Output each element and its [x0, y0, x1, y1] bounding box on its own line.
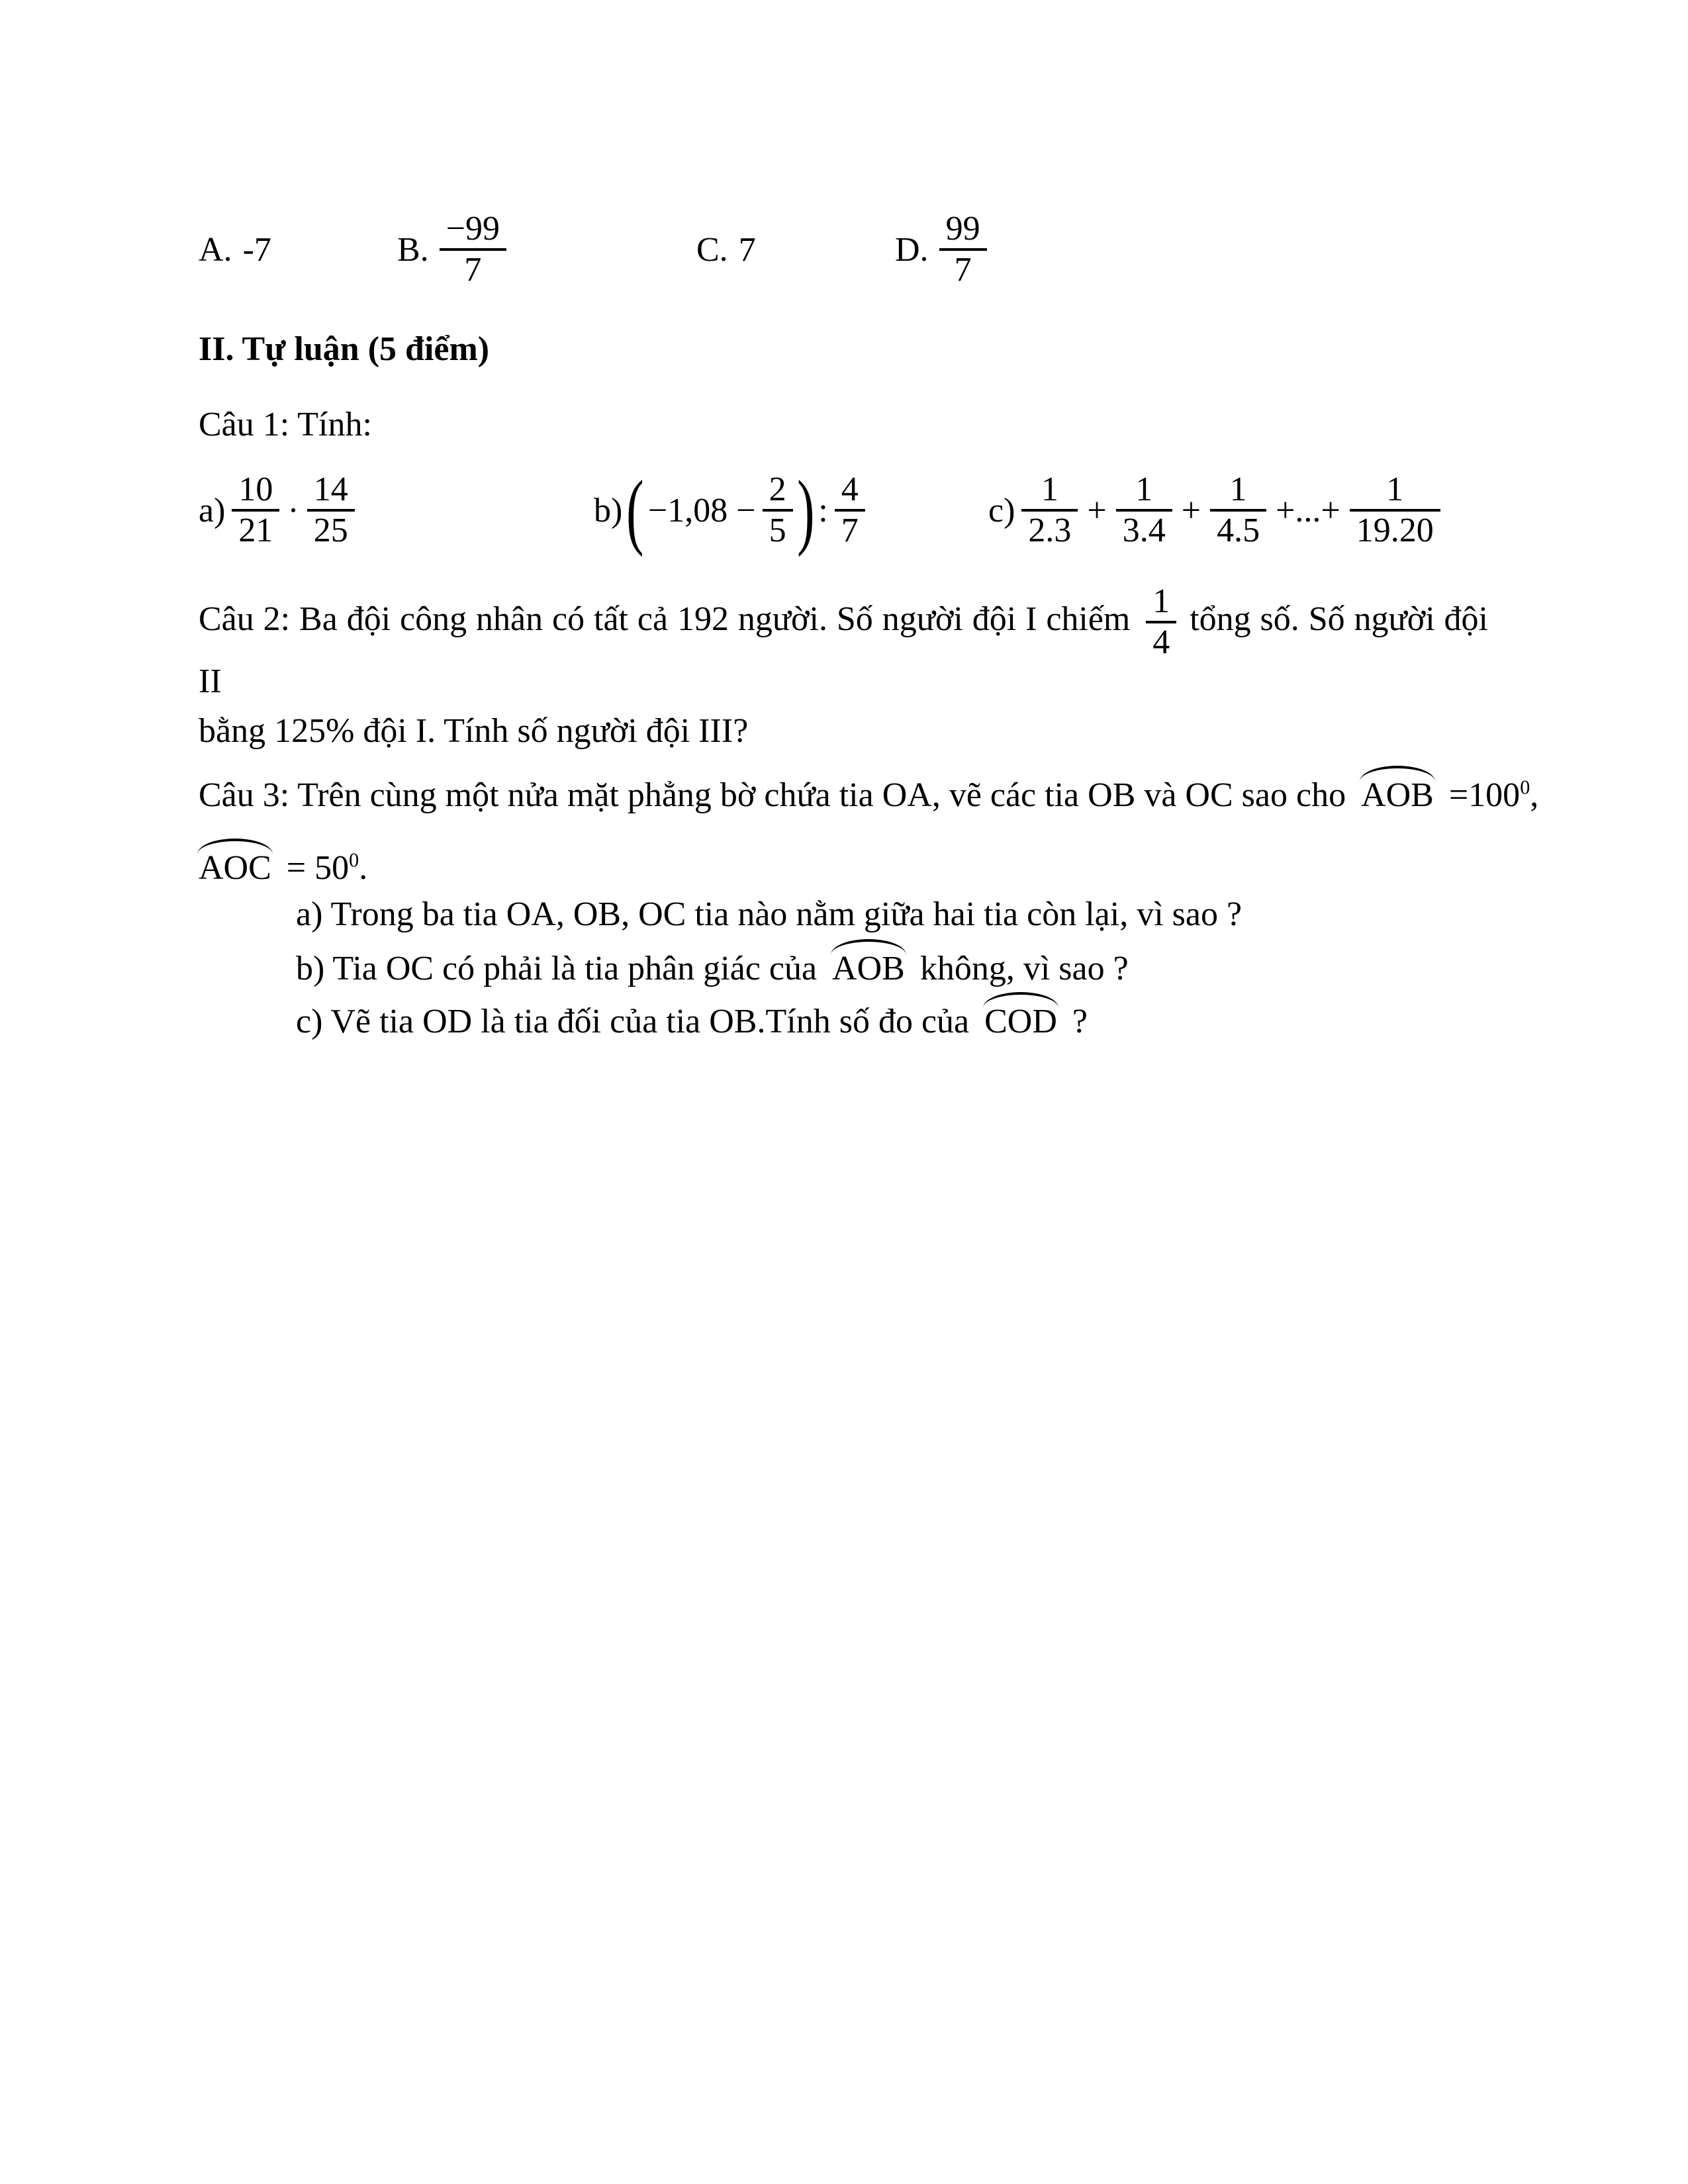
- question-3-equals-50: = 50: [286, 849, 350, 887]
- fraction-denominator: 2.3: [1028, 512, 1072, 549]
- answer-choice-a: [199, 187, 271, 312]
- fraction-denominator: 7: [954, 251, 972, 289]
- fraction-numerator: 2: [763, 471, 793, 512]
- degree-superscript: 0: [1520, 776, 1530, 799]
- plus-sign: +: [1181, 491, 1201, 529]
- open-paren: (: [626, 463, 644, 557]
- fraction: [835, 471, 865, 550]
- fraction-numerator: 1: [1350, 471, 1440, 512]
- answer-choices-row: [199, 187, 1589, 312]
- expression-b-text: −1,08 −: [647, 491, 756, 529]
- close-paren: ): [796, 463, 815, 557]
- fraction: [1350, 471, 1440, 550]
- fraction-denominator: 4: [1152, 623, 1170, 662]
- multiply-dot: ·: [287, 491, 299, 529]
- expression-b: [594, 451, 865, 569]
- section-heading: II. Tự luận (5 điểm): [199, 330, 490, 368]
- expression-a: [199, 451, 355, 569]
- fraction-denominator: 19.20: [1356, 512, 1434, 549]
- degree-superscript: 0: [349, 848, 359, 872]
- question-3-equals-100: =100: [1448, 776, 1521, 814]
- fraction: [1116, 471, 1172, 550]
- divide-colon: :: [818, 491, 828, 529]
- fraction-numerator: 1: [1116, 471, 1172, 512]
- plus-sign: +: [1087, 491, 1107, 529]
- fraction-numerator: 99: [939, 210, 987, 251]
- question-2: [199, 582, 1488, 751]
- expression-c: [988, 451, 1440, 569]
- fraction-numerator: 1: [1146, 582, 1176, 623]
- fraction: [1021, 471, 1078, 550]
- fraction-denominator: 25: [313, 512, 348, 549]
- fraction-numerator: 14: [307, 471, 355, 512]
- question-2-text-post: tổng số. Số người đội II: [199, 600, 1489, 701]
- fraction-denominator: 5: [769, 512, 786, 549]
- question-3-item-a: a) Trong ba tia OA, OB, OC tia nào nằm giữa hai tia còn lại, vì sao ?: [296, 895, 1243, 933]
- item-c-text-post: ?: [1072, 1003, 1088, 1040]
- expression-c-label: c): [988, 491, 1015, 529]
- item-c-text-pre: c) Vẽ tia OD là tia đối của tia OB.Tính số đo của: [296, 1003, 970, 1040]
- period: .: [359, 849, 368, 887]
- question-1-title: Câu 1: Tính:: [199, 406, 372, 443]
- fraction: [1210, 471, 1266, 550]
- answer-d-fraction: [939, 210, 987, 289]
- answer-a-label: A.: [199, 230, 232, 269]
- fraction-numerator: −99: [440, 210, 506, 251]
- question-2-text-pre: Câu 2: Ba đội công nhân có tất cả 192 người. Số người đội I chiếm: [199, 600, 1131, 639]
- answer-d-label: D.: [895, 230, 929, 269]
- expression-b-label: b): [594, 491, 623, 529]
- question-2-line-2: bằng 125% đội I. Tính số người đội III?: [199, 712, 749, 751]
- fraction-numerator: 10: [232, 471, 279, 512]
- answer-b-label: B.: [397, 230, 429, 269]
- question-2-line-1: [199, 582, 1488, 701]
- answer-c-value: 7: [738, 230, 756, 269]
- fraction-numerator: 1: [1021, 471, 1078, 512]
- answer-c-label: C.: [696, 230, 728, 269]
- angle-aoc: AOC: [199, 849, 271, 887]
- question-3-text-pre: Câu 3: Trên cùng một nửa mặt phẳng bờ chứa tia OA, vẽ các tia OB và OC sao cho: [199, 776, 1346, 814]
- answer-choice-d: [895, 187, 987, 312]
- fraction-numerator: 4: [835, 471, 865, 512]
- ellipsis-plus: +...+: [1276, 491, 1340, 529]
- question-3-line-1: [199, 776, 1538, 815]
- item-b-text-pre: b) Tia OC có phải là tia phân giác của: [296, 950, 818, 987]
- angle-cod: COD: [984, 1003, 1057, 1040]
- answer-choice-b: [397, 187, 506, 312]
- angle-aob: AOB: [1361, 776, 1434, 814]
- fraction-denominator: 21: [238, 512, 273, 549]
- question-3-item-b: [296, 949, 1129, 988]
- fraction: [232, 471, 279, 550]
- fraction-numerator: 1: [1210, 471, 1266, 512]
- answer-a-value: -7: [242, 230, 271, 269]
- expression-a-label: a): [199, 491, 226, 529]
- question-3-line-2: [199, 848, 367, 887]
- answer-choice-c: [696, 187, 756, 312]
- fraction-denominator: 3.4: [1122, 512, 1166, 549]
- fraction: [763, 471, 793, 550]
- fraction-denominator: 7: [841, 512, 859, 549]
- question-1-expressions: [199, 451, 1622, 569]
- inline-fraction: [1146, 582, 1176, 662]
- fraction: [307, 471, 355, 550]
- angle-aob: AOB: [832, 950, 905, 987]
- question-3-item-c: [296, 1002, 1088, 1041]
- answer-b-fraction: [440, 210, 506, 289]
- fraction-denominator: 4.5: [1217, 512, 1260, 549]
- item-b-text-post: không, vì sao ?: [919, 950, 1129, 987]
- comma: ,: [1530, 776, 1539, 814]
- fraction-denominator: 7: [464, 251, 482, 289]
